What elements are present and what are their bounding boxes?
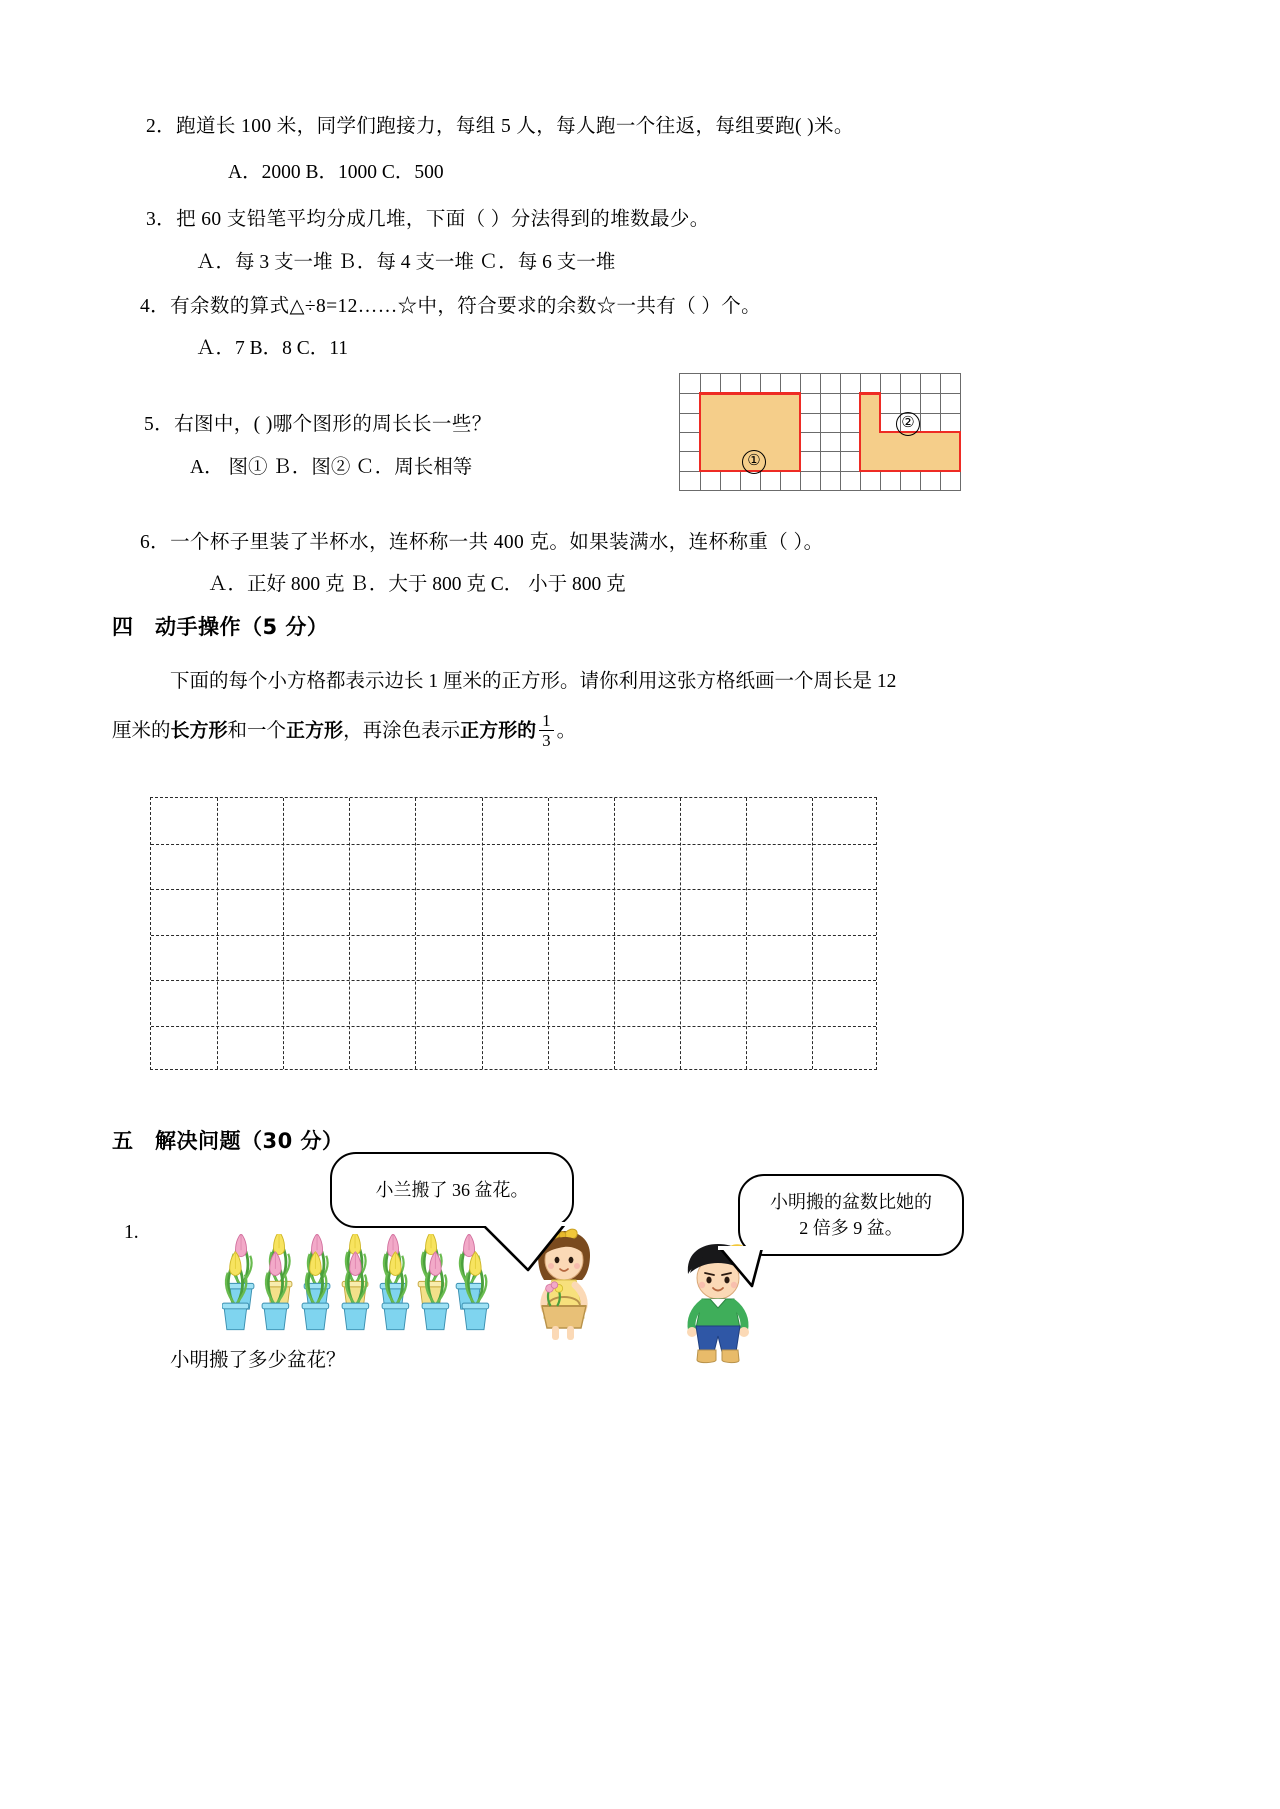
question-5-figure (679, 373, 961, 491)
para-frag-c: 和一个 (227, 720, 287, 742)
shape-2-fill-base (880, 432, 960, 471)
section-four-heading: 四 动手操作（5 分） (112, 615, 329, 639)
work-gridline-h (151, 844, 876, 845)
shape-1-outline-right (799, 392, 801, 472)
question-3-text: 把 60 支铅笔平均分成几堆，下面（ ）分法得到的堆数最少。 (176, 209, 710, 230)
shape-2-outline-arm-right (879, 392, 881, 433)
fraction-denominator: 3 (542, 731, 551, 750)
bubble-right-line-1: 小明搬的盆数比她的 (770, 1191, 932, 1212)
work-gridline-v (812, 798, 813, 1069)
work-gridline-v (415, 798, 416, 1069)
section-four-paragraph-line2 (112, 712, 576, 749)
para-frag-e: ，再涂色表示 (343, 720, 461, 742)
question-2-options[interactable]: A．2000 B．1000 C．500 (228, 162, 444, 183)
para-frag-end: 。 (556, 720, 577, 742)
speech-bubble-tail-left (470, 1222, 580, 1274)
fraction-numerator: 1 (539, 712, 554, 731)
work-grid[interactable] (150, 797, 877, 1070)
question-4-stem (140, 294, 761, 320)
question-5-number: 5． (144, 414, 175, 435)
figure-label-1: ① (742, 450, 766, 474)
work-gridline-v (680, 798, 681, 1069)
figure-label-2: ② (896, 412, 920, 436)
shape-1-outline-top (700, 392, 801, 394)
work-gridline-v (614, 798, 615, 1069)
work-gridline-v (548, 798, 549, 1069)
bubble-right-line-2: 2 倍多 9 盆。 (799, 1218, 903, 1238)
work-gridline-v (283, 798, 284, 1069)
para-frag-square-of: 正方形的 (460, 719, 537, 742)
para-frag-a: 厘米的 (112, 720, 171, 742)
work-gridline-h (151, 935, 876, 936)
section-four-paragraph-line1: 下面的每个小方格都表示边长 1 厘米的正方形。请你利用这张方格纸画一个周长是 12 (170, 671, 897, 692)
question-3-options[interactable]: Ａ．每 3 支一堆 Ｂ．每 4 支一堆 Ｃ．每 6 支一堆 (196, 252, 616, 273)
question-4-text: 有余数的算式△÷8=12……☆中，符合要求的余数☆一共有（ ）个。 (170, 296, 762, 317)
shape-2-outline-base-right (959, 431, 961, 472)
work-gridline-h (151, 889, 876, 890)
shape-1-outline-left (699, 392, 701, 472)
work-gridline-v (349, 798, 350, 1069)
problem-1-number: 1. (124, 1222, 139, 1243)
shape-2-outline-base-top (879, 431, 960, 433)
shape-2-outline-bottom (859, 470, 961, 472)
speech-bubble-xiaolan: 小兰搬了 36 盆花。 (330, 1152, 574, 1228)
question-6-number: 6． (140, 532, 171, 553)
para-frag-square: 正方形 (286, 719, 344, 742)
shape-2-outline-left (859, 392, 861, 472)
question-3-number: 3． (146, 209, 177, 230)
question-3-stem (146, 207, 710, 233)
question-4-number: 4． (140, 296, 171, 317)
speech-bubble-tail-right (700, 1246, 780, 1292)
figure-grid (679, 373, 961, 491)
shape-2-fill-left-arm (860, 393, 880, 470)
work-gridline-v (217, 798, 218, 1069)
question-6-text: 一个杯子里装了半杯水，连杯称一共 400 克。如果装满水，连杯称重（ ）。 (170, 532, 824, 553)
question-2-text: 跑道长 100 米，同学们跑接力，每组 5 人，每人跑一个往返，每组要跑( )米。 (176, 116, 854, 137)
question-6-stem (140, 530, 824, 556)
work-gridline-h (151, 1026, 876, 1027)
work-gridline-v (482, 798, 483, 1069)
question-5-text: 右图中，( )哪个图形的周长长一些？ (174, 414, 492, 435)
problem-1-question: 小明搬了多少盆花？ (170, 1350, 346, 1371)
question-5-stem (144, 412, 492, 438)
section-five-heading: 五 解决问题（30 分） (112, 1129, 344, 1153)
question-6-options[interactable]: Ａ．正好 800 克 Ｂ．大于 800 克 C． 小于 800 克 (208, 574, 626, 595)
para-frag-rectangle: 长方形 (170, 719, 228, 742)
fraction-one-third (539, 712, 554, 749)
question-2-number: 2． (146, 116, 177, 137)
question-2-stem (146, 114, 854, 140)
work-gridline-h (151, 980, 876, 981)
question-5-options[interactable]: A． 图① Ｂ．图② Ｃ．周长相等 (190, 457, 473, 478)
question-4-options[interactable]: Ａ．7 B．8 C．11 (196, 338, 349, 359)
speech-bubble-xiaoming (738, 1174, 964, 1256)
work-gridline-v (746, 798, 747, 1069)
